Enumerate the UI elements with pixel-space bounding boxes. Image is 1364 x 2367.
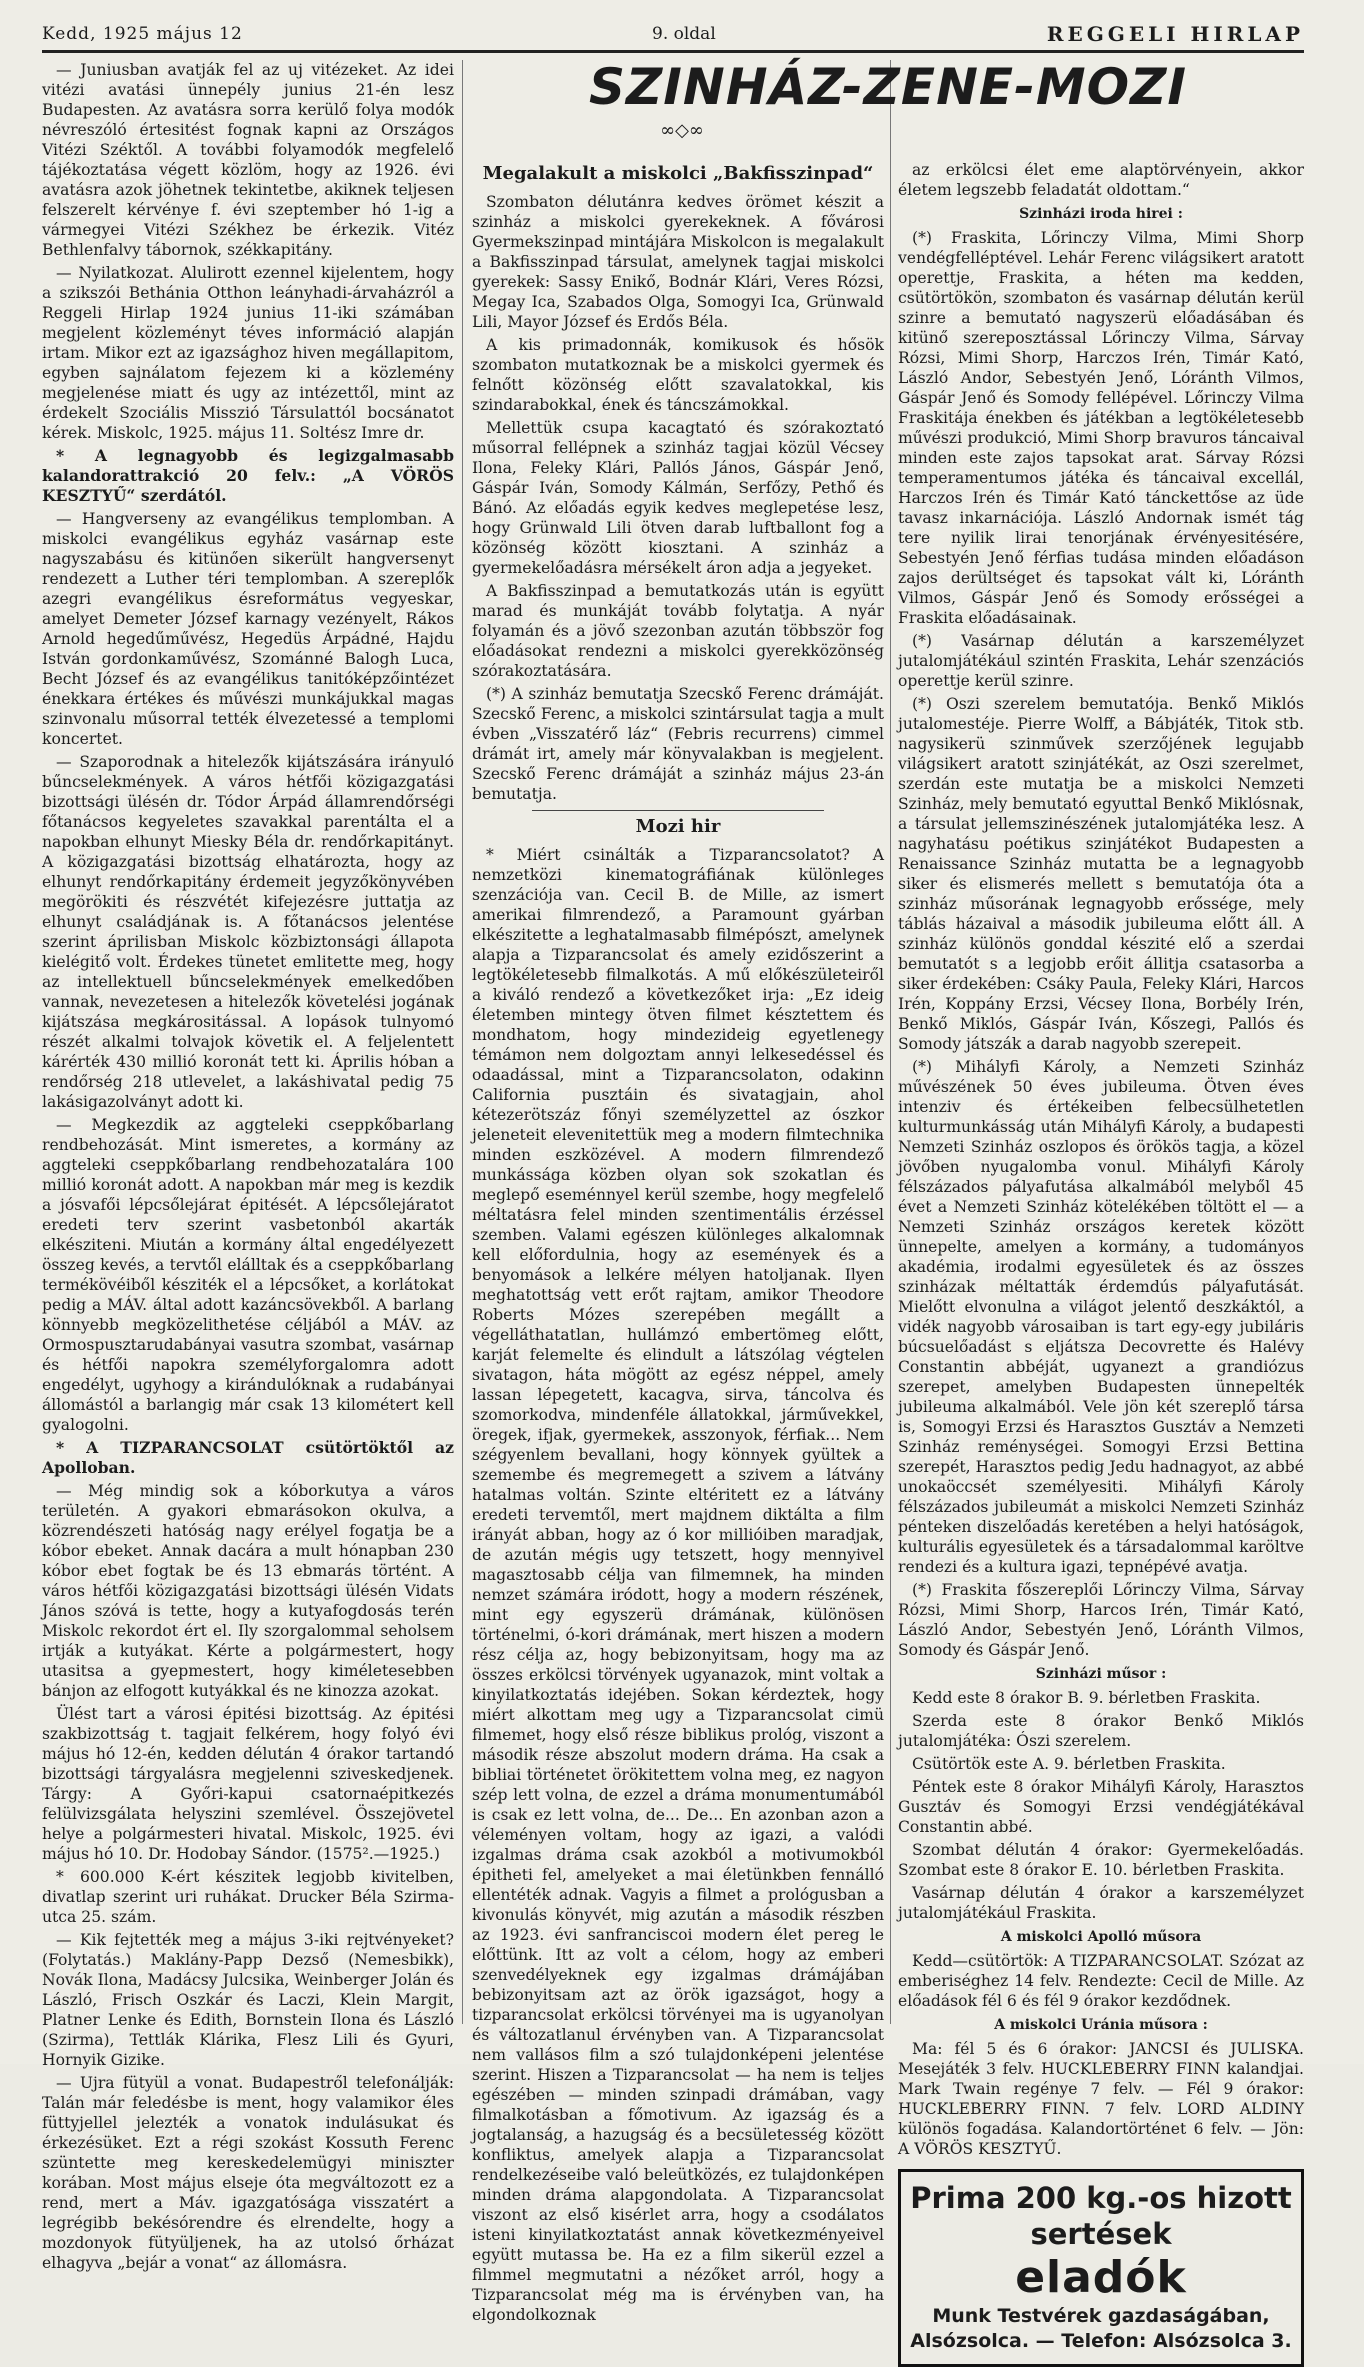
ad-headline: Prima 200 kg.-os hizott sertések (910, 2181, 1292, 2251)
program-line: Szerda este 8 órakor Benkő Miklós jutalomjátéka: Ószi szerelem. (898, 1712, 1304, 1750)
program-line: Kedd—csütörtök: A TIZPARANCSOLAT. Szózat az emberiséghez 14 felv. Rendezte: Cecil de Mille. Az előadások fél 6 és fél 9 órakor kezdődnek. (898, 1952, 1304, 2010)
column-divider (890, 60, 891, 2024)
ad-main-word: eladók (1015, 2252, 1187, 2303)
newspaper-name: REGGELI HIRLAP (1046, 22, 1304, 46)
theatre-item: (*) Fraskita főszereplői Lőrinczy Vilma, Sárvay Rózsi, Mimi Shorp, Harcos Irén, Timár Kató, László Andor, Sebestyén Jenő, Lóránth Vilmos, Somody és Gáspár Jenő. (898, 1581, 1304, 1659)
news-item: * A TIZPARANCSOLAT csütörtöktől az Apolloban. (42, 1438, 454, 1477)
news-item: * A legnagyobb és legizgalmasabb kalandorattrakció 20 felv.: „A VÖRÖS KESZTYŰ“ szerdától. (42, 446, 454, 505)
program-line: Csütörtök este A. 9. bérletben Fraskita. (912, 1755, 1226, 1773)
subsection-title: A miskolci Apolló műsora (1000, 1929, 1202, 1945)
program-line: Szombat délután 4 órakor: Gyermekelőadás. Szombat este 8 órakor E. 10. bérletben Fraskita. (898, 1841, 1304, 1879)
news-item: Ülést tart a városi épitési bizottság. Az épitési szakbizottság t. tagjait felkérem, hogy folyó évi május hó 12-én, kedden délután 4 órakor tartandó bizottsági tárgyalásra megjelenni sziveskedjenek. Tárgy: A Győri-kapui csatornaépitkezés felülvizsgálata helyszini szemlével. Összejövetel helye a polgármesteri hivatal. Miskolc, 1925. évi május hó 10. Dr. Hodobay Sándor. (1575².—1925.) (42, 1705, 454, 1863)
ad-contact: Munk Testvérek gazdaságában, Alsózsolca. — Telefon: Alsózsolca 3. (910, 2305, 1292, 2352)
theatre-item: (*) Fraskita, Lőrinczy Vilma, Mimi Shorp vendégfelléptével. Lehár Ferenc világsikert aratott operettje, Fraskita, a héten ma kedden, csütörtökön, szombaton és vasárnap délután kerül szinre a bemutató nagyszerü előadásában és kitünő szereposztással Lőrinczy Vilma, Sárvay Rózsi, Mimi Shorp, Harczos Irén, Timár Kató, László Andor, Sebestyén Jenő, Lóránth Vilmos, Gáspár Jenő és Somody fellépével. Lőrinczy Vilma Fraskitája énekben és játékban a legtökéletesebb művészi produkció, Mimi Shorp bravuros táncaival minden este zajos tapsokat arat. Sárvay Rózsi temperamentumos játéka és táncaival excellál, Harczos Irén és Timár Kató tánckettőse az üde tavasz inkarnációja. László Andornak ismét tág tere nyilik lirai tenorjának érvényesitésére, Sebestyén Jenő férfias tudása minden előadáson zajos derültséget és tapsokat vált ki, Lóránth Vilmos, Gáspár Jenő és Somody erősségei a Fraskita előadásainak. (898, 229, 1304, 627)
news-item: — Szaporodnak a hitelezők kijátszására irányuló bűncselekmények. A város hétfői közigazgatási bizottsági ülésén dr. Tódor Árpád államrendőrségi főtanácsos kegyeletes szavakkal parentálta el a napokban elhunyt Miesky Béla dr. rendőrkapitányt. A közigazgatási bizottság elhatározta, hogy az elhunyt rendőrkapitány érdemeit jegyzőkönyvében megörökiti és részvétét kifejezésre juttatja az elhunyt családjának is. A főtanácsos jelentése szerint áprilisban Miskolc közbiztonsági állapota kielégitő volt. Érdekes tünetet emlitette meg, hogy az intellektuell bűncselekmények emelkedőben vannak, nevezetesen a hitelezők követelési jogának kijátszása megkárositással. A lopások tulnyomó részét alkalmi tolvajok követik el. A feljelentett kárérték 430 millió koronát tett ki. Április hóban a rendőrség 218 utlevelet, a lakáshivatal pedig 75 lakásigazolványt adott ki. (42, 753, 454, 1111)
program-line: Ma: fél 5 és 6 órakor: JANCSI és JULISKA. Mesejáték 3 felv. HUCKLEBERRY FINN kalandjai. Mark Twain regénye 7 felv. — Fél 9 órakor: HUCKLEBERRY FINN. 7 felv. LORD ALDINY különös fogadása. Kalandortörténet 6 felv. — Jön: A VÖRÖS KESZTYŰ. (898, 2040, 1304, 2158)
theatre-item: (*) Oszi szerelem bemutatója. Benkő Miklós jutalomestéje. Pierre Wolff, a Bábjáték, Titok stb. nagysikerü szinművek szerzőjének legujabb világsikert aratott szinjátékát, az Oszi szerelmet, szerdán este mutatja be a miskolci Nemzeti Szinház, mely bemutató egyuttal Benkő Miklósnak, a társulat jellemszinészének jutalomjátéka lesz. A nagyhatásu poétikus szinjátékot Budapesten a Renaissance Szinház mutatta be a legnagyobb siker és elismerés mellett s bemutatója óta a szinház műsorának legnagyobb erőssége, mely táblás házaival a második jubileuma előtt áll. A szinház különös gonddal készité elő a szerdai bemutatót s a legjobb erőit állitja csatasorba a siker érdekében: Csáky Paula, Feleky Klári, Harcos Irén, Koppány Erzsi, Vécsey Ilona, Borbély Irén, Benkő Miklós, Gáspár Iván, Kőszegi, Pallós és Somody játszák a darab nagyobb szerepeit. (898, 695, 1304, 1053)
news-item: — Megkezdik az aggteleki cseppkőbarlang rendbehozását. Mint ismeretes, a kormány az aggteleki cseppkőbarlang rendbehozatalára 100 millió koronát adott. A napokban már meg is kezdik a jósvafői lépcsőlejárat épitését. A lépcsőlejáratot eredeti terv szerint vasbetonból akarták elkésziteni. Miután a kormány által engedélyezett összeg kevés, a tervtől elálltak és a cseppkőbarlang termékövéiből késziték el a lépcsőket, a korlátokat pedig a MÁV. által adott kazáncsövekből. A barlang könnyebb megközelithetése céljából a MÁV. az Ormospusztarudabányai vasutra szombat, vasárnap és hétfői napokra személyforgalomra adott engedélyt, ugyhogy a kirándulóknak a rudabányai állomástól a barlangig már csak 13 kilométert kell gyalogolni. (42, 1116, 454, 1434)
news-item: — Juniusban avatják fel az uj vitézeket. Az idei vitézi avatási ünnepély junius 21-én lesz Budapesten. Az avatásra sorra kerülő folya modók névreszóló értesitést fognak kapni az Országos Vitézi Széktől. A további folyamodók megfelelő tájékoztatása végett közlöm, hogy az 1926. évi avatásra azok jöhetnek tekintetbe, akiknek teljesen felszerelt kérvénye f. évi szeptember hó 1-ig a vármegyei Vitézi Székhez be érkezik. Vitéz Bethlenfalvy tábornok, székkapitány. (42, 61, 454, 259)
program-line: Kedd este 8 órakor B. 9. bérletben Fraskita. (912, 1689, 1261, 1707)
news-item: — Hangverseny az evangélikus templomban. A miskolci evangélikus egyház vasárnap este nagyszabásu és kitünően sikerült hangversenyt rendezett a Luther téri templomban. A szereplők azegri evangélikus ésreformátus vegyeskar, amelyet Demeter József karnagy vezényelt, Rákos Arnold hegedűművész, Hegedüs Árpádné, Hajdu István gordonkaművész, Szománné Balogh Luca, Becht József és az evangélikus tanitóképzőintézet énekkara értékes és művészi munkájukkal magas szinvonalu műsorral tették élvezetessé a templomi koncertet. (42, 510, 454, 748)
advertisement-box (898, 2169, 1304, 2367)
divider (532, 810, 824, 811)
page-number: 9. oldal (652, 24, 716, 44)
article-paragraph: A Bakfisszinpad a bemutatkozás után is együtt marad és munkáját tovább folytatja. A nyár folyamán és a jövő szezonban azután többször fog előadásokat rendezni a miskolci gyerekközönség szórakoztatására. (472, 582, 884, 680)
program-line: Vasárnap délután 4 órakor a karszemélyzet jutalomjátékául Fraskita. (898, 1884, 1304, 1922)
subsection-title: A miskolci Uránia műsora : (994, 2017, 1208, 2033)
theatre-item: (*) Mihályfi Károly, a Nemzeti Szinház művészének 50 éves jubileuma. Ötven éves intenziv és értékeiben felbecsülhetetlen kulturmunkásság után Mihályfi Károly, a budapesti Nemzeti Szinház oszlopos és örökös tagja, a közel jövőben nyugalomba vonul. Mihályfi Károly félszázados pályafutása alkalmából melyből 45 évet a Nemzeti Szinház kötelékében töltött el — a Nemzeti Szinház országos keretek között ünnepelte, amelyen a kormány, a tudományos akadémia, irodalmi egyesületek és az összes szinházak méltatták érdemdús pályafutását. Mielőtt elvonulna a világot jelentő deszkáktól, a vidék nagyobb városaiban is tart egy-egy jubiláris búcsuelőadást s eljátsza Decovrette és Halévy Constantin abbéját, ugyanezt a grandiózus szerepet, amelyben Budapesten ünnepelték jubileuma alkalmából. Vele jön két szereplő társa is, Somogyi Erzsi és Harasztos Gusztáv a Nemzeti Szinház reménységei. Somogyi Erzsi Bettina szerepét, Harasztos pedig Jedu hadnagyot, az abbé unokaöccsét személyesiti. Mihályfi Károly félszázados jubileumát a miskolci Nemzeti Szinház pénteken diszelőadás keretében a helyi hatóságok, kulturális egyesületek és a társadalommal karöltve rendezi és a kultura igazi, tepnépévé avatja. (898, 1058, 1304, 1576)
column-2 (472, 160, 884, 2324)
ornament: ∞◇∞ (660, 120, 704, 141)
issue-date: Kedd, 1925 május 12 (42, 24, 243, 44)
news-item: — Nyilatkozat. Alulirott ezennel kijelentem, hogy a szikszói Bethánia Otthon leányhadi-árvaházról a Reggeli Hirlap 1924 junius 11-iki számában megjelent közleményt téves információ alapján irtam. Mikor ezt az igazsághoz hiven megállapitom, egyben sajnálatom fejezem ki a közlemény megjelenése miatt és ugy az intézettől, mint az érdekelt Szociális Misszió Társulattól bocsánatot kérek. Miskolc, 1925. május 11. Soltész Imre dr. (42, 264, 454, 442)
subsection-title: Szinházi iroda hirei : (1019, 206, 1183, 222)
section-title: SZINHÁZ-ZENE-MOZI (589, 58, 1187, 116)
page-header (42, 20, 1304, 53)
column-1 (42, 60, 454, 2272)
news-item: — Ujra fütyül a vonat. Budapestről telefonálják: Talán már feledésbe is ment, hogy valamikor éles füttyjellel jelezték a vonatok indulásukat és érkezésüket. Ezt a régi szokást Kossuth Ferenc szüntette meg kereskedelemügyi miniszter korában. Most május elseje óta megváltozott ez a rend, mert a Máv. igazgatósága visszatért a legrégibb bekésórendre és elrendelte, hogy a mozdonyok fütyüljenek, ha az utolsó őrházat elhagyva „bejár a vonat“ az állomásra. (42, 2074, 454, 2272)
article-paragraph: * Miért csinálták a Tizparancsolatot? A nemzetközi kinematográfiának különleges szenzációja van. Cecil B. de Mille, az ismert amerikai filmrendező, a Paramount gyárban elkészitette a leghatalmasabb filmépószt, amelynek alapja a Tizparancsolat és amely ezidőszerint a legtökéletesebb filmalkotás. A mű előkészületeiről a kiváló rendező a következőket irja: „Ez ideig életemben mintegy ötven filmet késztettem és mondhatom, hogy mindezideig egyetlenegy témámon nem dolgoztam annyi lelkesedéssel és odaadással, mint a Tizparancsolaton, odakinn California pusztáin és sivatagjain, ahol kétezerötszáz főnyi személyzettel az ószkor jeleneteit elevenitettük meg a modern filmtechnika minden eszközével. A modern filmrendező munkássága közben olyan sok szokatlan és meglepő eseménnyel kerül szembe, hogy megfelelő méltatásra felel minden szentimentális érzéssel szemben. Valami egészen különleges alkalomnak kell előfordulnia, hogy az események és a benyomások a lelkére mélyen hatoljanak. Ilyen meghatottság vett erőt rajtam, amikor Theodore Roberts Mózes szerepében megállt a végelláthatatlan, hullámzó embertömeg előtt, karját felemelte és elindult a látszólag végtelen sivatagon, háta mögött az egész néppel, amely lassan lépegetett, kacagva, sirva, táncolva és szomorkodva, mindenféle állatokkal, járművekkel, öregek, ifjak, gyermekek, asszonyok, férfiak... Nem szégyenlem bevallani, hogy könnyek gyültek a szemembe és megremegett a szivem a látvány hatalmas voltán. Szinte eltéritett ez a látvány eredeti tervemtől, mert majdnem diktálta a film irányát abban, hogy az ó kor millióiben maradjak, de azután mégis ugy tetszett, hogy mennyivel magasztosabb célja van filmemnek, ha minden nemzet számára iródott, hogy a modern részének, mint egy egyszerü drámának, különösen történelmi, ó-kori drámának, mert hiszen a modern rész célja az, hogy bebizonyitsam, hogy ma az összes erkölcsi törvények ugyanazok, mint voltak a kinyilatkoztatás idejében. Sokan kérdeztek, hogy miért alkottam meg ugy a Tizparancsolat cimü filmemet, hogy első része biblikus prológ, viszont a második része abszolut modern dráma. Ha csak a bibliai történetet örökitettem volna meg, ez nagyon szép lett volna, de ezzel a dráma monumentumából is csak ez lett volna, de... De... En azonban azon a véleményen voltam, hogy az igazi, a valódi izgalmas dráma csak azokból a motivumokból épitheti fel, amelyeket a mai életünkben fennálló ellentéték adnak. Vagyis a filmet a prológusban a kivonulás könyvét, mig azután a második részben az 1923. évi sanfranciscoi modern élet pereg le előttünk. Itt az volt a célom, hogy az emberi szenvedélyeknek egy izgalmas drámájában bebizonyitsam azt az örök igazságot, hogy a tizparancsolat erkölcsi törvényei ma is ugyanolyan és változatlanul érvényben van. A Tizparancsolat nem vallásos film a szó tulajdonképeni jelentése szerint. Hiszen a Tizparancsolat — ha nem is teljes egészében — minden szinpadi drámában, vagy filmalkotásban a főmotivum. Az igazság és a jogtalanság, a hazugság és a becsületesség között konfliktus, amelyek alapja a Tizparancsolat rendelkezéseibe való beleütközés, ez tulajdonképen minden dráma alapgondolata. A Tizparancsolat viszont az első kisérlet arra, hogy a csodálatos isteni kinyilatkoztatást annak következményeivel együtt mutassa be. Ha ez a film sikerül ezzel a filmmel megmutatni a nézőket arról, hogy a Tizparancsolat még ma is érvényben van, ha elgondolkoznak (472, 846, 884, 2324)
article-paragraph: Mellettük csupa kacagtató és szórakoztató műsorral fellépnek a szinház tagjai közül Vécsey Ilona, Feleky Klári, Pallós János, Gáspár Jenő, Gáspár Iván, Somody Kálmán, Serfőzy, Pethő és Bánó. Az előadás egyik kedves meglepetése lesz, hogy Grünwald Lili ötven darab luftballont fog a közönség között kiosztani. A szinház a gyermekelőadásra mérsékelt áron adja a jegyeket. (472, 419, 884, 577)
article-paragraph: A kis primadonnák, komikusok és hősök szombaton mutatkoznak be a miskolci gyermek és felnőtt közönség előtt szavalatokkal, kis szindarabokkal, ének és táncszámokkal. (472, 336, 884, 414)
article-title: Mozi hir (635, 816, 721, 837)
article-paragraph: (*) A szinház bemutatja Szecskő Ferenc drámáját. Szecskő Ferenc, a miskolci szintársulat tagja a mult évben „Visszatérő láz“ (Febris recurrens) cimmel drámát irt, amely már könyvalakban is megjelent. Szecskő Ferenc drámáját a szinház május 23-án bemutatja. (472, 685, 884, 803)
news-item: — Még mindig sok a kóborkutya a város területén. A gyakori ebmarásokon okulva, a közrendészeti hatóság nagy erélyel fogatja be a kóbor ebeket. Annak dacára a mult hónapban 230 kóbor ebet fogtak be és 13 ebmarás történt. A város hétfői közigazgatási bizottsági ülésén Vidats János szóvá is tette, hogy a kutyafogdosás terén Miskolc rekordot ért el. Ily szorgalommal seholsem irtják a kutyákat. Kérte a polgármestert, hogy utasitsa a gyepmestert, hogy kiméletesebben bánjon az elfogott kutyákkal és ne kinozza azokat. (42, 1482, 454, 1700)
program-line: Péntek este 8 órakor Mihályfi Károly, Harasztos Gusztáv és Somogyi Erzsi vendégjátékával Constantin abbé. (898, 1778, 1304, 1836)
news-item: * 600.000 K-ért készitek legjobb kivitelben, divatlap szerint uri ruhákat. Drucker Béla Szirma-utca 25. szám. (42, 1868, 454, 1926)
article-title: Megalakult a miskolci „Bakfisszinpad“ (482, 163, 874, 184)
news-item: — Kik fejtették meg a május 3-iki rejtvényeket? (Folytatás.) Maklány-Papp Dezső (Nemesbikk), Novák Ilona, Madácsy Julcsika, Weinberger Jolán és László, Frisch Oszkár és Laczi, Klein Margit, Platner Lenke és Edith, Bornstein Ilona és László (Szirma), Tettlák Klárika, Flesz Lili és Gyuri, Hornyik Gizike. (42, 1931, 454, 2069)
theatre-item: (*) Vasárnap délután a karszemélyzet jutalomjátékául szintén Fraskita, Lehár szenzációs operettje kerül szinre. (898, 632, 1304, 690)
article-paragraph: az erkölcsi élet eme alaptörvényein, akkor életem legszebb feladatát oldottam.“ (898, 161, 1304, 199)
subsection-title: Szinházi műsor : (1035, 1666, 1167, 1682)
column-3 (898, 160, 1304, 2352)
column-divider (462, 60, 463, 2024)
article-paragraph: Szombaton délutánra kedves örömet készit a szinház a miskolci gyerekeknek. A fővárosi Gyermekszinpad mintájára Miskolcon is megalakult a Bakfisszinpad társulat, amelynek tagjai miskolci gyerekek: Sassy Enikő, Bodnár Klári, Veres Rózsi, Megay Ica, Szabados Olga, Somogyi Ica, Grünwald Lili, Mayor József és Erdős Béla. (472, 193, 884, 331)
